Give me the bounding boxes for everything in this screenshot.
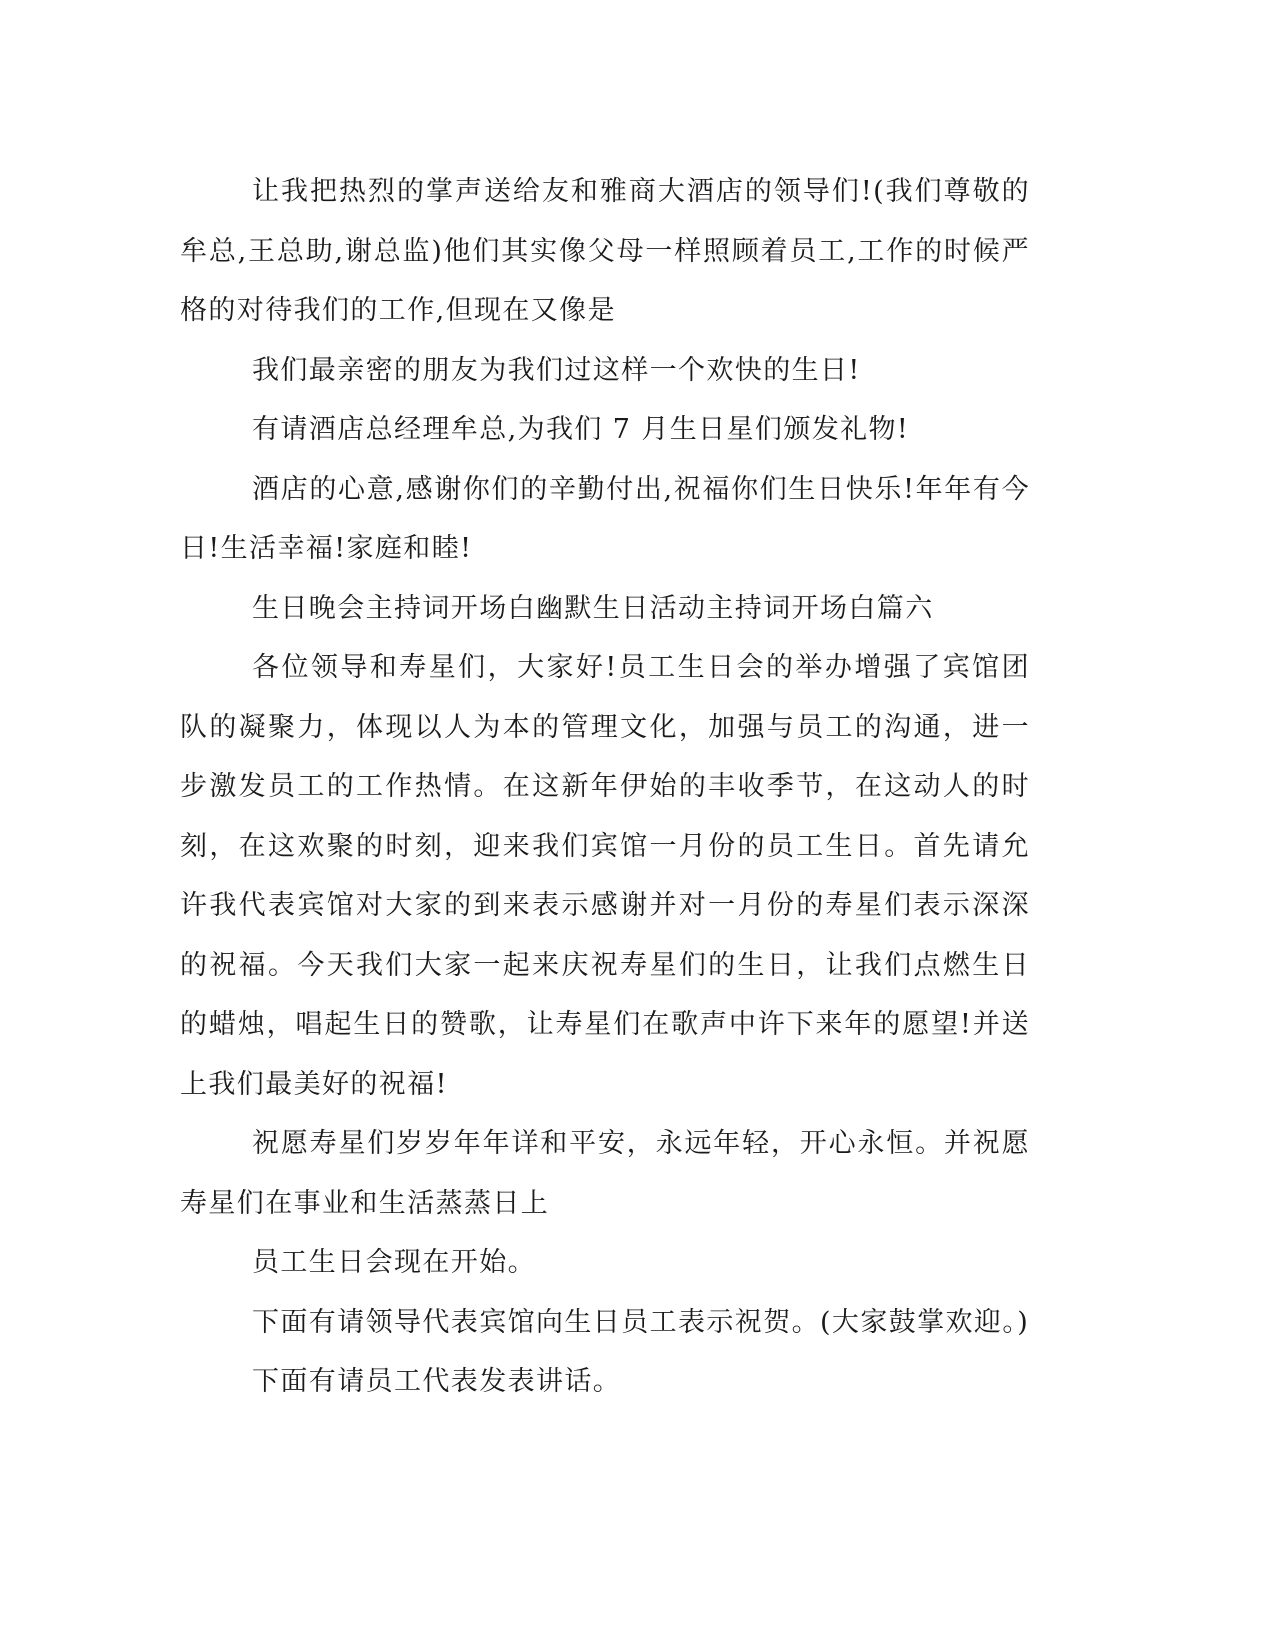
- paragraph-leader-congrats: 下面有请领导代表宾馆向生日员工表示祝贺。(大家鼓掌欢迎。): [252, 1306, 1030, 1338]
- paragraph-opening-speech: 各位领导和寿星们，大家好!员工生日会的举办增强了宾馆团队的凝聚力，体现以人为本的管理文化，加强与员工的沟通，进一步激发员工的工作热情。在这新年伊始的丰收季节，在这动人的时刻，在这欢聚的时刻，迎来我们宾馆一月份的员工生日。首先请允许我代表宾馆对大家的到来表示感谢并对一月份的寿星们表示深深的祝福。今天我们大家一起来庆祝寿星们的生日，让我们点燃生日的蜡烛，唱起生日的赞歌，让寿星们在歌声中许下来年的愿望!并送上我们最美好的祝福!: [180, 652, 1030, 1100]
- paragraph-employee-speech: 下面有请员工代表发表讲话。: [252, 1366, 622, 1397]
- paragraph-leaders-applause: 让我把热烈的掌声送给友和雅商大酒店的领导们!(我们尊敬的牟总,王总助,谢总监)他们其实像父母一样照顾着员工,工作的时候严格的对待我们的工作,但现在又像是: [180, 176, 1030, 326]
- section-heading: 生日晚会主持词开场白幽默生日活动主持词开场白篇六: [252, 592, 934, 624]
- paragraph-gm-gifts: 有请酒店总经理牟总,为我们 7 月生日星们颁发礼物!: [252, 414, 910, 445]
- paragraph-blessing: 祝愿寿星们岁岁年年详和平安，永远年轻，开心永恒。并祝愿寿星们在事业和生活蒸蒸日上: [180, 1128, 1030, 1219]
- paragraph-closest-friends: 我们最亲密的朋友为我们过这样一个欢快的生日!: [252, 354, 861, 386]
- paragraph-party-start: 员工生日会现在开始。: [252, 1247, 536, 1278]
- document-body: [180, 162, 1030, 1412]
- paragraph-hotel-wishes: 酒店的心意,感谢你们的辛勤付出,祝福你们生日快乐!年年有今日!生活幸福!家庭和睦!: [180, 473, 1030, 564]
